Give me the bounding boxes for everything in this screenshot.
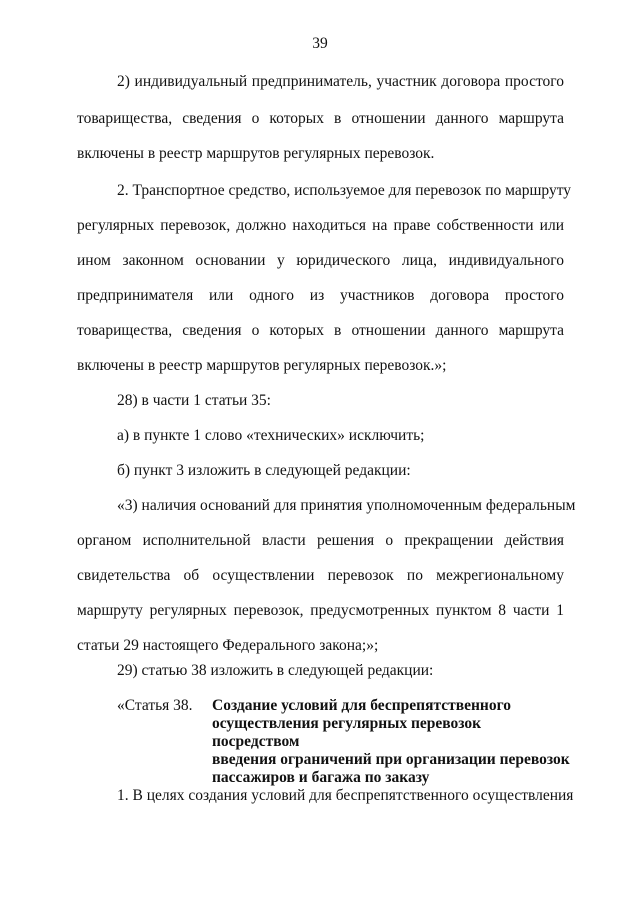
- article-label: «Статья 38.: [117, 697, 193, 714]
- text-line: предпринимателя или одного из участников договора простого: [77, 287, 564, 304]
- text-line: ином законном основании у юридического лица, индивидуального: [77, 252, 564, 269]
- text-line: маршруту регулярных перевозок, предусмотренных пунктом 8 части 1: [77, 602, 564, 619]
- text-line: «3) наличия оснований для принятия уполномоченным федеральным: [117, 497, 576, 514]
- text-line: включены в реестр маршрутов регулярных перевозок.: [77, 145, 435, 162]
- page-number: 39: [312, 35, 328, 52]
- text-line: б) пункт 3 изложить в следующей редакции:: [117, 462, 411, 479]
- text-line: свидетельства об осуществлении перевозок по межрегиональному: [77, 567, 564, 584]
- article-title: [212, 697, 572, 787]
- text-line: органом исполнительной власти решения о прекращении действия: [77, 532, 564, 549]
- text-line: 2. Транспортное средство, используемое для перевозок по маршруту: [117, 182, 572, 199]
- text-line: включены в реестр маршрутов регулярных перевозок.»;: [77, 357, 447, 374]
- text-line: 2) индивидуальный предприниматель, участник договора простого: [117, 73, 564, 90]
- article-title-line: введения ограничений при организации перевозок: [212, 751, 570, 768]
- article-title-line: осуществления регулярных перевозок посредством: [212, 715, 482, 750]
- text-line: а) в пункте 1 слово «технических» исключить;: [117, 427, 425, 444]
- text-line: 28) в части 1 статьи 35:: [117, 392, 271, 409]
- text-line: 29) статью 38 изложить в следующей редакции:: [117, 662, 434, 679]
- article-title-line: пассажиров и багажа по заказу: [212, 769, 430, 786]
- text-line: 1. В целях создания условий для беспрепятственного осуществления: [117, 787, 574, 804]
- text-line: регулярных перевозок, должно находиться на праве собственности или: [77, 217, 564, 234]
- article-title-line: Создание условий для беспрепятственного: [212, 697, 512, 714]
- text-line: статьи 29 настоящего Федерального закона;»;: [77, 637, 379, 654]
- text-line: товарищества, сведения о которых в отношении данного маршрута: [77, 322, 564, 339]
- text-line: товарищества, сведения о которых в отношении данного маршрута: [77, 110, 564, 127]
